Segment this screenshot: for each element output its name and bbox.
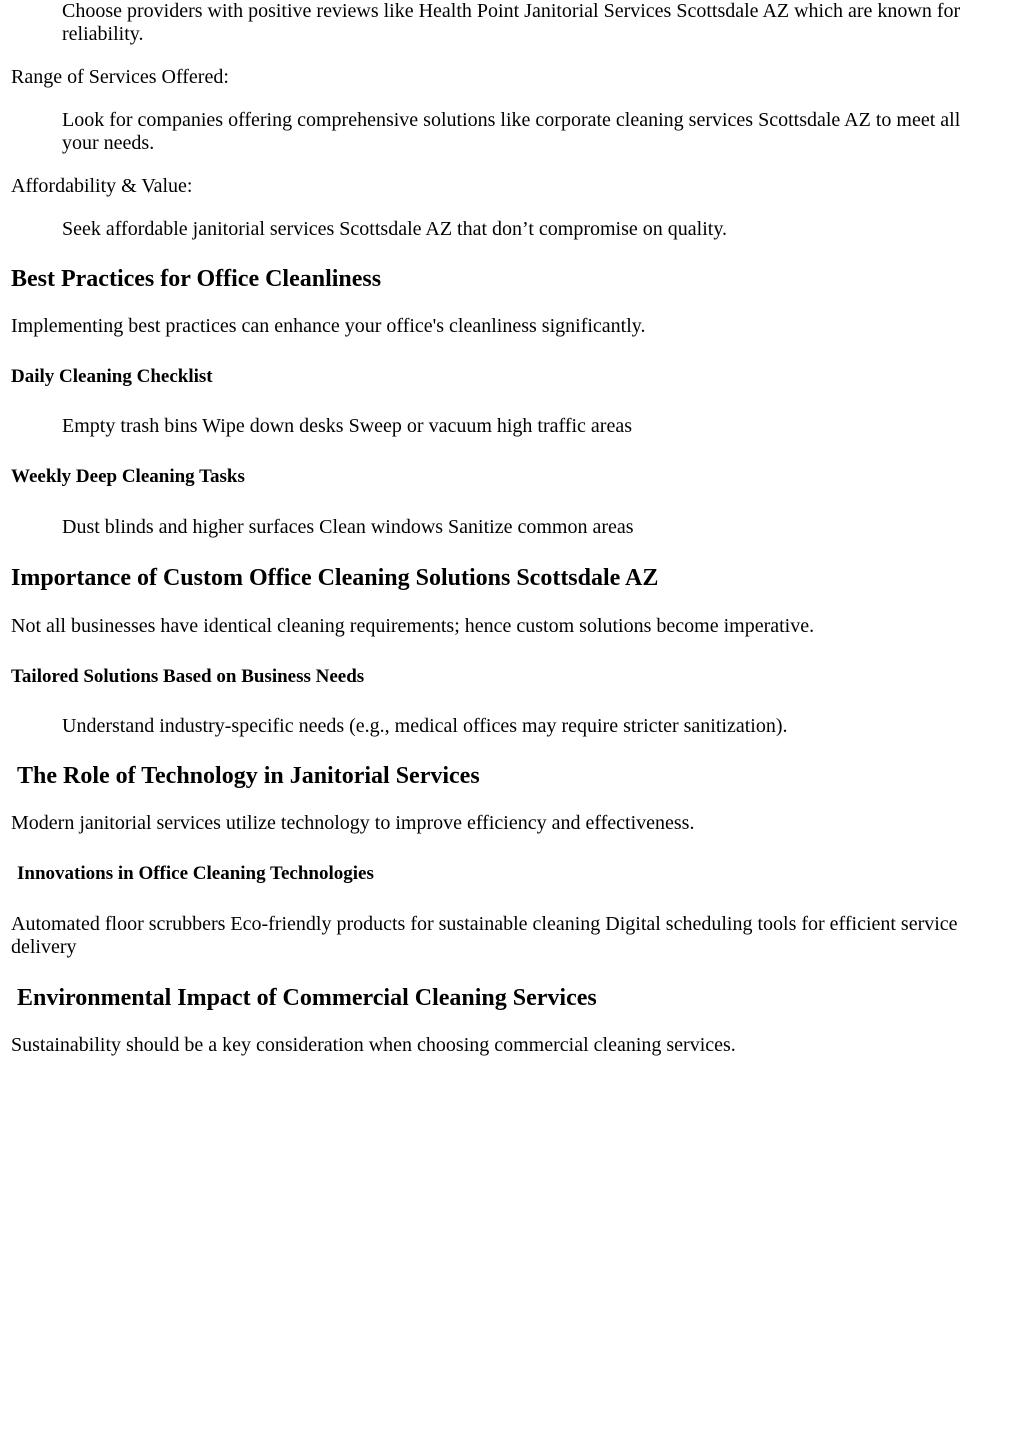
section-heading: Best Practices for Office Cleanliness [11, 266, 382, 292]
body-text: Automated floor scrubbers Eco-friendly products for sustainable cleaning Digital scheduling tools for efficient service delivery [11, 913, 958, 958]
section-heading: The Role of Technology in Janitorial Services [17, 763, 480, 789]
section-heading: Environmental Impact of Commercial Cleaning Services [17, 985, 597, 1011]
body-text: Dust blinds and higher surfaces Clean windows Sanitize common areas [62, 516, 634, 538]
body-text: Modern janitorial services utilize technology to improve efficiency and effectiveness. [11, 812, 695, 834]
subsection-heading: Tailored Solutions Based on Business Needs [11, 666, 365, 687]
body-text: Understand industry-specific needs (e.g., medical offices may require stricter sanitization). [62, 715, 788, 737]
subsection-heading: Innovations in Office Cleaning Technologies [17, 863, 374, 884]
body-text: Implementing best practices can enhance your office's cleanliness significantly. [11, 315, 646, 337]
subsection-heading: Weekly Deep Cleaning Tasks [11, 466, 245, 487]
body-text: Look for companies offering comprehensive solutions like corporate cleaning services Scottsdale AZ to meet all your needs. [62, 109, 961, 154]
body-text: Sustainability should be a key consideration when choosing commercial cleaning services. [11, 1034, 736, 1056]
body-text: Range of Services Offered: [11, 66, 229, 88]
body-text: Not all businesses have identical cleaning requirements; hence custom solutions become imperative. [11, 615, 815, 637]
body-text: Affordability & Value: [11, 175, 193, 197]
section-heading: Importance of Custom Office Cleaning Solutions Scottsdale AZ [11, 565, 659, 591]
body-text: Seek affordable janitorial services Scottsdale AZ that don’t compromise on quality. [62, 218, 728, 240]
body-text: Empty trash bins Wipe down desks Sweep or vacuum high traffic areas [62, 415, 632, 437]
subsection-heading: Daily Cleaning Checklist [11, 366, 213, 387]
body-text: Choose providers with positive reviews like Health Point Janitorial Services Scottsdale AZ which are known for reliability. [62, 0, 961, 45]
